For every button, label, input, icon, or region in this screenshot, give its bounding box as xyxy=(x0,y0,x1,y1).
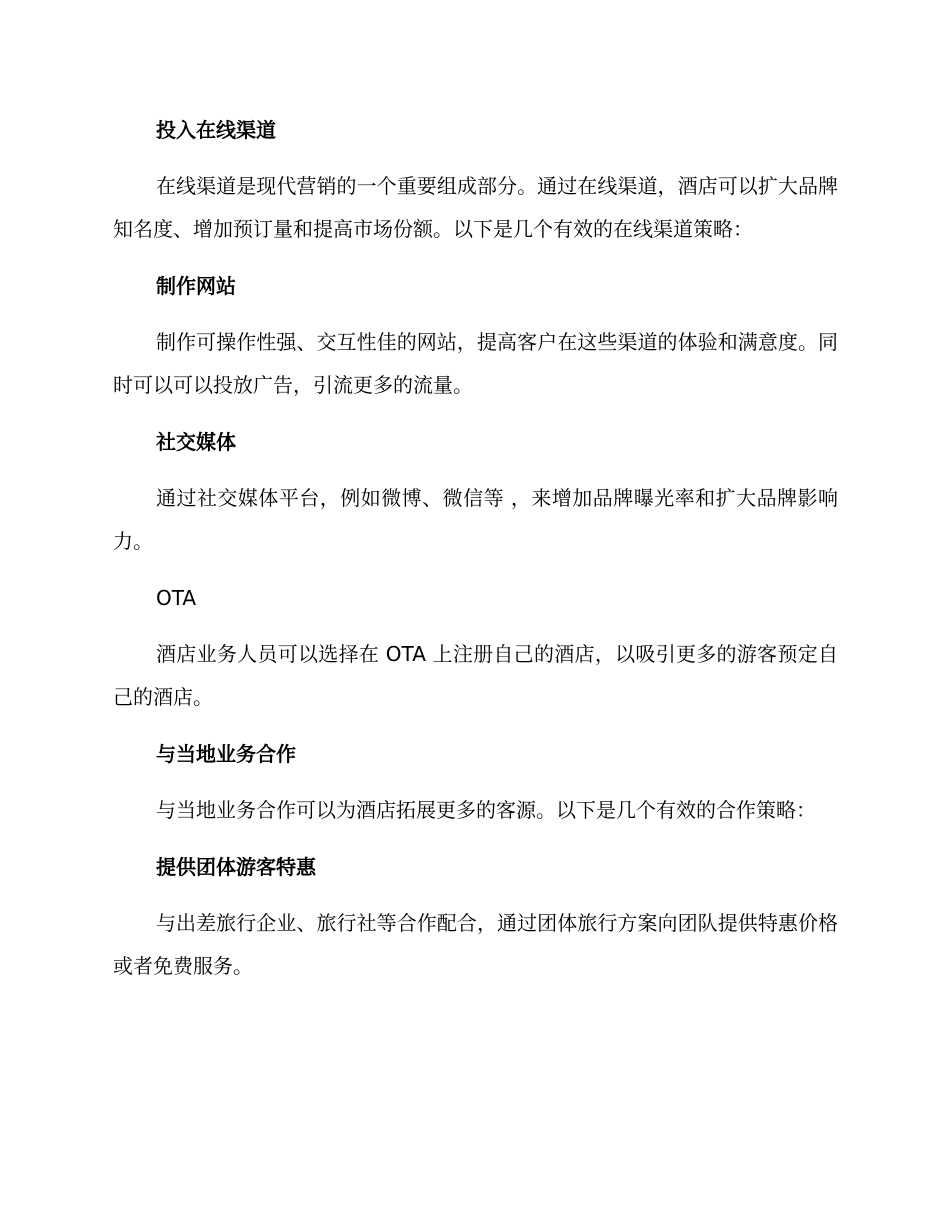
section-body-local-business: 与当地业务合作可以为酒店拓展更多的客源。以下是几个有效的合作策略： xyxy=(156,798,816,822)
section-heading-group-discount: 提供团体游客特惠 xyxy=(156,855,316,879)
document-content xyxy=(113,109,838,1002)
section-body-website: 制作可操作性强、交互性佳的网站，提高客户在这些渠道的体验和满意度。同时可以可以投放广告，引流更多的流量。 xyxy=(113,330,838,397)
section-heading-local-business: 与当地业务合作 xyxy=(156,742,296,766)
section-heading-website: 制作网站 xyxy=(156,274,236,298)
section-heading-ota: OTA xyxy=(156,586,197,610)
section-heading-online-channels: 投入在线渠道 xyxy=(156,118,276,142)
section-heading-social-media: 社交媒体 xyxy=(156,430,236,454)
section-body-ota: 酒店业务人员可以选择在 OTA 上注册自己的酒店，以吸引更多的游客预定自己的酒店。 xyxy=(113,642,838,709)
section-body-social-media: 通过社交媒体平台，例如微博、微信等 ，来增加品牌曝光率和扩大品牌影响力。 xyxy=(113,486,838,553)
section-body-group-discount: 与出差旅行企业、旅行社等合作配合，通过团体旅行方案向团队提供特惠价格或者免费服务。 xyxy=(113,911,838,978)
section-body-online-channels: 在线渠道是现代营销的一个重要组成部分。通过在线渠道，酒店可以扩大品牌知名度、增加预订量和提高市场份额。以下是几个有效的在线渠道策略： xyxy=(113,174,838,241)
